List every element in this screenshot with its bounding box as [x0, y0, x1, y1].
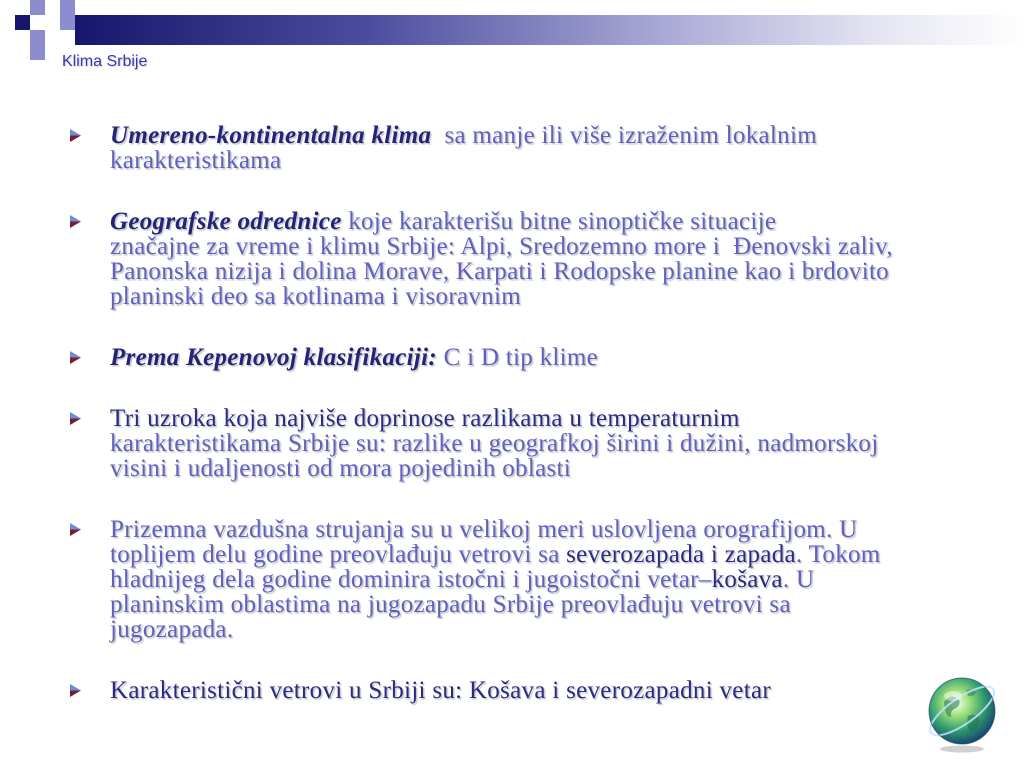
bullet-list — [0, 123, 1024, 739]
bullet-line — [110, 542, 1024, 567]
arrow-bullet-icon — [70, 523, 81, 536]
bullet-line — [110, 284, 1024, 309]
bullet-text: karakteristikama — [110, 147, 282, 174]
bullet-highlight: severozapada i zapada — [566, 541, 796, 568]
bullet-line — [110, 567, 1024, 592]
bullet-line — [110, 678, 1024, 703]
bullet-item — [0, 406, 1024, 481]
bullet-text: . Tokom — [795, 541, 881, 568]
bullet-item — [0, 345, 1024, 370]
bullet-item — [0, 123, 1024, 173]
slide-title: Klima Srbije — [62, 53, 148, 70]
bullet-line — [110, 345, 1024, 370]
arrow-bullet-icon — [70, 129, 81, 142]
bullet-text: Panonska nizija i dolina Morave, Karpati i Rodopske planine kao i brdovito — [110, 258, 889, 285]
bullet-text: koje karakterišu bitne sinoptičke situacije — [341, 208, 777, 235]
bullet-text: sa manje ili više izraženim lokalnim — [431, 122, 817, 149]
bullet-line — [110, 456, 1024, 481]
decor-square — [30, 45, 45, 60]
bullet-text: hladnijeg dela godine dominira istočni i jugoistočni vetar– — [110, 566, 712, 593]
decor-square — [30, 0, 45, 15]
bullet-line — [110, 406, 1024, 431]
bullet-emphasis: Umereno-kontinentalna klima — [110, 122, 432, 149]
bullet-text: Prizemna vazdušna strujanja su u velikoj meri uslovljena orografijom. U — [110, 516, 858, 543]
bullet-line — [110, 617, 1024, 642]
header-bar — [75, 15, 1024, 45]
bullet-text: toplijem delu godine preovlađuju vetrovi sa — [110, 541, 567, 568]
decor-square — [30, 30, 45, 45]
bullet-emphasis: Prema Kepenovoj klasifikaciji: — [110, 344, 438, 371]
bullet-line — [110, 259, 1024, 284]
bullet-line — [110, 431, 1024, 456]
bullet-line — [110, 148, 1024, 173]
bullet-text: planinski deo sa kotlinama i visoravnim — [110, 283, 521, 310]
bullet-highlight: Karakteristični vetrovi u Srbiji su: Košava i severozapadni vetar — [110, 677, 771, 704]
bullet-highlight: košava — [711, 566, 783, 593]
arrow-bullet-icon — [70, 351, 81, 364]
bullet-text: C i D tip klime — [437, 344, 599, 371]
bullet-line — [110, 592, 1024, 617]
arrow-bullet-icon — [70, 215, 81, 228]
arrow-bullet-icon — [70, 684, 81, 697]
bullet-line — [110, 234, 1024, 259]
decor-square — [60, 15, 75, 30]
bullet-line — [110, 517, 1024, 542]
bullet-text: značajne za vreme i klimu Srbije: Alpi, Sredozemno more i Đenovski zaliv, — [110, 233, 893, 260]
bullet-item — [0, 209, 1024, 309]
bullet-item — [0, 678, 1024, 703]
bullet-item — [0, 517, 1024, 642]
bullet-text: karakteristikama Srbije su: razlike u geografkoj širini i dužini, nadmorskoj — [110, 430, 879, 457]
bullet-line — [110, 123, 1024, 148]
bullet-text: visini i udaljenosti od mora pojedinih oblasti — [110, 455, 571, 482]
bullet-line — [110, 209, 1024, 234]
bullet-emphasis: Geografske odrednice — [110, 208, 342, 235]
bullet-text: planinskim oblastima na jugozapadu Srbije preovlađuju vetrovi sa — [110, 591, 791, 618]
decor-square — [15, 15, 30, 30]
decor-square — [60, 0, 75, 15]
bullet-highlight: Tri uzroka koja najviše doprinose razlikama u temperaturnim — [110, 405, 740, 432]
arrow-bullet-icon — [70, 412, 81, 425]
globe-icon — [922, 672, 1002, 754]
bullet-text: jugozapada. — [110, 616, 234, 643]
bullet-text: . U — [782, 566, 815, 593]
